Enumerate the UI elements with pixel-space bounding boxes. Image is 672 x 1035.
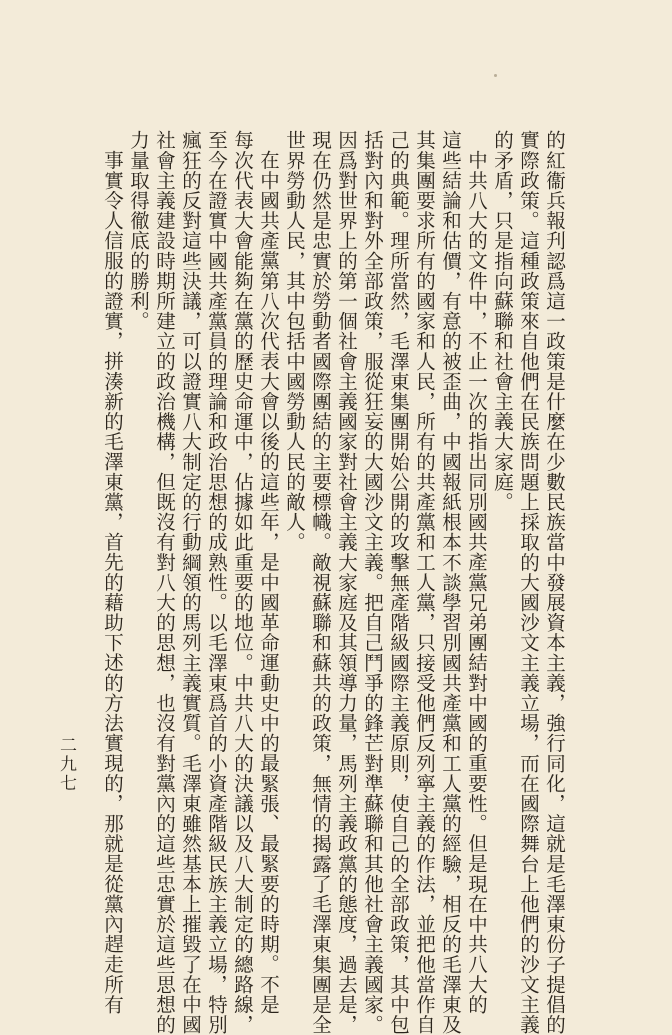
text-line-13: 每次代表大會能夠在黨的歷史命運中，佔據如此重要的地位。中共八大的決議以及八大制定的總路線， [231,130,254,1035]
text-line-15: 瘋狂的反對這些決議，可以證實八大制定的行動綱領的馬列主義實質。毛澤東雖然基本上摧毀了在中國 [179,130,202,1035]
text-line-17: 力量取得徹底的勝利。 [127,130,150,331]
text-line-6: 其集團要求所有的國家和人民，所有的共產黨和工人黨，只接受他們反列寧主義的作法，並把他當作自 [413,130,436,1035]
text-line-9: 因爲對世界上的第一個社會主義國家對社會主義大家庭及其領導力量，馬列主義政黨的態度，過去是， [335,130,358,1035]
text-line-16: 社會主義建設時期所建立的政治機構，但既沒有對八大的思想，也沒有對黨內的這些忠實於這些思想的 [153,130,176,1035]
text-line-1: 的紅衞兵報刋認爲這一政策是什麼在少數民族當中發展資本主義，強行同化，這就是毛澤東份子提倡的 [543,130,566,1035]
text-line-7: 己的典範。理所當然，毛澤東集團開始公開的攻擊無產階級國際主義原則，使自己的全部政策，其中包 [387,130,410,1035]
text-line-10: 現在仍然是忠實於勞動者國際團結的主要標幟。敵視蘇聯和蘇共的政策，無情的揭露了毛澤東集團是全 [309,130,332,1035]
text-line-3: 的矛盾，只是指向蘇聯和社會主義大家庭。 [491,130,514,512]
page-number: 二九七 [56,736,76,793]
text-line-2: 實際政策。這種政策來自他們在民族問題上採取的大國沙文主義立場，而在國際舞台上他們的沙文主義 [517,130,540,1035]
text-line-11: 世界勞動人民，其中包括中國勞動人民的敵人。 [283,130,306,553]
text-line-14: 至今在證實中國共產黨員的理論和政治思想的成熟性。以毛澤東爲首的小資產階級民族主義立場，特別 [205,130,228,1035]
text-line-4: 中共八大的文件中，不止一次的指出同別國共產黨兄弟團結對中國的重要性。但是現在中共八大的 [465,150,488,1015]
text-line-12: 在中國共產黨第八次代表大會以後的這些年，是中國革命運動史中的最緊張、最緊要的時期。不是 [257,150,280,1015]
page-speck [494,74,497,77]
text-line-8: 括對內和對外全部政策，服從狂妄的大國沙文主義。把自己鬥爭的鋒芒對準蘇聯和其他社會主義國家。 [361,130,384,1035]
text-line-5: 這些結論和估價，有意的被歪曲，中國報紙根本不談學習別國共產黨和工人黨的經驗，相反的毛澤東及 [439,130,462,1035]
text-line-18: 事實令人信服的證實，拼湊新的毛澤東黨，首先的藉助下述的方法實現的，那就是從黨內趕走所有 [101,150,124,1015]
